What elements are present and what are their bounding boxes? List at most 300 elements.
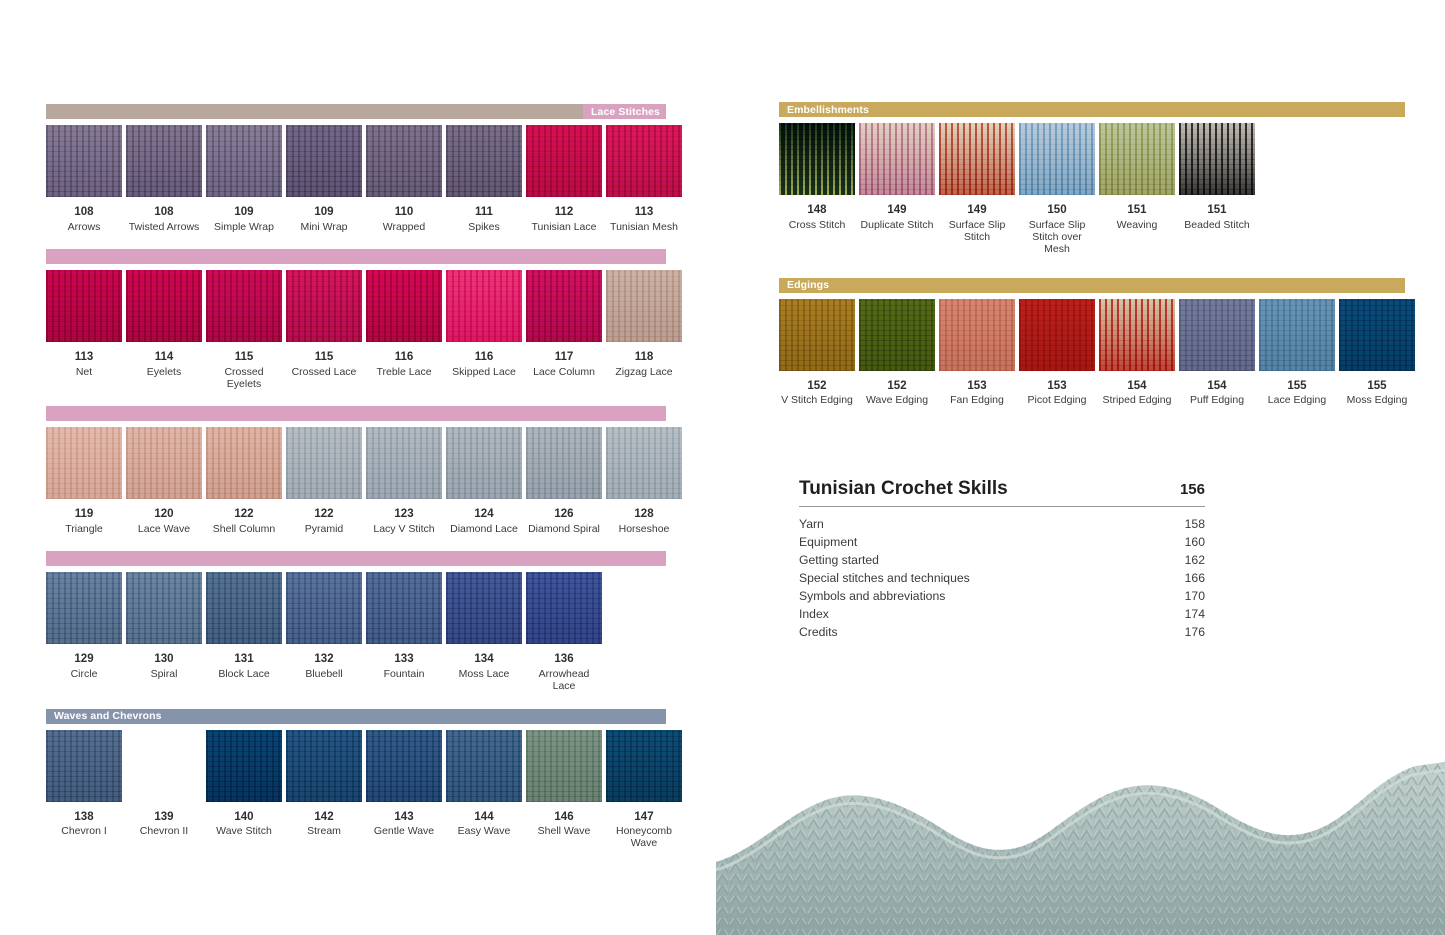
swatch-caption	[789, 204, 846, 231]
section-header-bar	[46, 551, 666, 566]
stitch-name: Tunisian Lace	[531, 220, 597, 233]
swatch-caption	[619, 508, 670, 535]
contents-item-page: 176	[1184, 625, 1205, 640]
swatch-cell[interactable]	[126, 730, 202, 850]
swatch-cell[interactable]	[286, 730, 362, 850]
swatch-caption	[459, 653, 510, 680]
stitch-name: Moss Edging	[1346, 394, 1408, 407]
stitch-name: Treble Lace	[376, 365, 432, 378]
stitch-swatch-image	[126, 270, 202, 342]
swatch-caption	[1190, 380, 1244, 407]
contents-list	[799, 515, 1205, 641]
swatch-caption	[950, 380, 1004, 407]
page-number: 138	[74, 810, 94, 823]
stitch-swatch-image	[46, 572, 122, 644]
header-bar-fill	[46, 104, 583, 119]
swatch-cell[interactable]	[366, 270, 442, 390]
page-number: 148	[807, 204, 827, 216]
swatch-caption	[214, 206, 274, 233]
stitch-name: Simple Wrap	[214, 220, 274, 233]
swatch-cell[interactable]	[1099, 123, 1175, 256]
page-number: 153	[967, 379, 987, 392]
swatch-caption	[610, 206, 678, 233]
swatch-cell[interactable]	[366, 427, 442, 535]
section-header-label: Embellishments	[787, 103, 869, 116]
stitch-name: Stream	[307, 825, 341, 838]
page-number: 126	[554, 508, 574, 521]
swatch-row	[779, 123, 1405, 256]
stitch-name: Striped Edging	[1102, 394, 1172, 407]
page-number: 144	[474, 810, 494, 823]
swatch-cell[interactable]	[46, 572, 122, 692]
stitch-swatch-image	[1019, 299, 1095, 371]
page-number: 155	[1287, 379, 1307, 392]
swatch-cell[interactable]	[1019, 299, 1095, 407]
swatch-cell[interactable]	[526, 572, 602, 692]
stitch-swatch-image	[446, 125, 522, 197]
swatch-cell[interactable]	[46, 125, 122, 233]
swatch-row	[46, 270, 673, 390]
page-number: 132	[314, 653, 334, 666]
swatch-cell[interactable]	[526, 270, 602, 390]
swatch-caption	[939, 204, 1015, 243]
section-header-label: Waves and Chevrons	[46, 709, 168, 724]
swatch-cell[interactable]	[366, 730, 442, 850]
stitch-swatch-image	[46, 125, 122, 197]
page-number: 154	[1127, 379, 1147, 392]
stitch-name: Picot Edging	[1027, 394, 1087, 407]
stitch-swatch-image	[1019, 123, 1095, 195]
page-number: 136	[554, 653, 574, 666]
stitch-name: Lace Wave	[137, 522, 191, 535]
swatch-caption	[606, 811, 682, 850]
stitch-name: Tunisian Mesh	[610, 220, 678, 233]
swatch-cell[interactable]	[126, 427, 202, 535]
contents-list-item[interactable]	[799, 533, 1205, 551]
stitch-swatch-image	[859, 123, 935, 195]
swatch-cell[interactable]	[606, 427, 682, 535]
stitch-name: Fan Edging	[950, 394, 1004, 407]
stitch-swatch-image	[286, 125, 362, 197]
stitch-swatch-image	[779, 299, 855, 371]
contents-title-page: 156	[1179, 481, 1205, 498]
stitch-name: Honeycomb Wave	[615, 825, 673, 850]
swatch-caption	[1268, 380, 1326, 407]
contents-list-item[interactable]	[799, 623, 1205, 641]
contents-list-item[interactable]	[799, 515, 1205, 533]
page-number: 119	[74, 508, 94, 521]
stitch-name: Pyramid	[304, 522, 344, 535]
swatch-cell[interactable]	[606, 125, 682, 233]
section-edgings	[779, 278, 1408, 407]
swatch-caption	[468, 206, 500, 233]
contents-title: Tunisian Crochet Skills	[799, 478, 1008, 499]
header-bar-fill	[875, 102, 1405, 117]
stitch-swatch-image	[206, 572, 282, 644]
page-number: 131	[234, 653, 254, 666]
section-waves-and-chevrons	[46, 709, 673, 850]
stitch-name: V Stitch Edging	[781, 394, 853, 407]
swatch-cell[interactable]	[286, 125, 362, 233]
stitch-name: Bluebell	[305, 667, 343, 680]
section-header-bar	[46, 249, 666, 264]
contents-item-label: Special stitches and techniques	[799, 571, 970, 586]
swatch-cell[interactable]	[526, 427, 602, 535]
stitch-name: Weaving	[1116, 218, 1158, 231]
stitch-swatch-image	[939, 123, 1015, 195]
stitch-name: Wrapped	[382, 220, 426, 233]
contents-section	[799, 478, 1205, 641]
swatch-cell[interactable]	[446, 125, 522, 233]
swatch-caption	[373, 508, 434, 535]
stitch-swatch-image	[46, 730, 122, 802]
swatch-caption	[147, 351, 181, 378]
stitch-name: Circle	[70, 667, 98, 680]
swatch-cell[interactable]	[206, 572, 282, 692]
stitch-swatch-image	[206, 730, 282, 802]
stitch-name: Lacy V Stitch	[373, 522, 435, 535]
stitch-swatch-image	[1339, 299, 1415, 371]
swatch-cell[interactable]	[446, 572, 522, 692]
page-number: 128	[634, 508, 654, 521]
section-header-bar	[46, 406, 666, 421]
stitch-name: Moss Lace	[458, 667, 510, 680]
section-header-waves-and-chevrons	[46, 709, 666, 724]
swatch-cell[interactable]	[446, 427, 522, 535]
page-number: 114	[154, 350, 174, 363]
stitch-swatch-image	[366, 125, 442, 197]
swatch-row	[46, 125, 678, 233]
stitch-name: Surface Slip Stitch	[948, 218, 1006, 243]
page-number: 143	[394, 810, 414, 823]
stitch-name: Wave Edging	[865, 394, 929, 407]
swatch-caption	[292, 351, 357, 378]
page-number: 129	[74, 653, 94, 666]
swatch-caption	[1103, 380, 1172, 407]
stitch-swatch-image	[526, 572, 602, 644]
stitch-swatch-image	[286, 270, 362, 342]
page-number: 110	[394, 206, 414, 218]
stitch-swatch-image	[1179, 299, 1255, 371]
stitch-swatch-image	[366, 427, 442, 499]
page-number: 115	[234, 350, 254, 363]
stitch-name: Net	[75, 365, 93, 378]
section-lace-stitches-4	[46, 551, 666, 692]
swatch-caption	[307, 811, 341, 838]
stitch-name: Arrowhead Lace	[538, 667, 590, 693]
stitch-swatch-image	[1259, 299, 1335, 371]
page-number: 122	[234, 508, 254, 521]
stitch-name: Cross Stitch	[788, 218, 846, 231]
contents-item-label: Getting started	[799, 553, 879, 568]
section-header-label: Edgings	[787, 279, 830, 292]
section-header-edgings	[779, 278, 1405, 293]
stitch-name: Eyelets	[146, 365, 182, 378]
swatch-caption	[450, 508, 518, 535]
swatch-caption	[383, 206, 425, 233]
swatch-cell[interactable]	[46, 730, 122, 850]
contents-list-item[interactable]	[799, 569, 1205, 587]
stitch-swatch-image	[286, 572, 362, 644]
page-number: 130	[154, 653, 174, 666]
swatch-cell[interactable]	[526, 125, 602, 233]
page-number: 152	[887, 379, 907, 392]
swatch-caption	[71, 653, 98, 680]
page-number: 108	[74, 206, 94, 218]
swatch-caption	[533, 351, 595, 378]
stitch-name: Fountain	[383, 667, 425, 680]
stitch-swatch-image	[46, 427, 122, 499]
swatch-caption	[300, 206, 347, 233]
swatch-cell[interactable]	[606, 730, 682, 850]
swatch-cell[interactable]	[126, 270, 202, 390]
page-number: 113	[74, 350, 94, 363]
swatch-caption	[1019, 204, 1095, 256]
section-lace-stitches-2	[46, 249, 673, 390]
page-number: 134	[474, 653, 494, 666]
swatch-cell[interactable]	[1179, 123, 1255, 256]
stitch-name: Arrows	[67, 220, 101, 233]
stitch-name: Skipped Lace	[452, 365, 516, 378]
blanket-texture	[716, 762, 1445, 935]
left-column	[46, 104, 678, 866]
swatch-cell[interactable]	[779, 123, 855, 256]
swatch-caption	[615, 351, 672, 378]
page-number: 151	[1207, 204, 1227, 216]
stitch-name: Diamond Lace	[450, 522, 518, 535]
swatch-caption	[1117, 204, 1158, 231]
contents-item-label: Yarn	[799, 517, 824, 531]
stitch-swatch-image	[606, 427, 682, 499]
swatch-cell[interactable]	[526, 730, 602, 850]
stitch-swatch-image	[206, 270, 282, 342]
section-lace-stitches-3	[46, 406, 670, 535]
stitch-swatch-image	[526, 730, 602, 802]
page-number: 112	[554, 206, 574, 218]
stitch-name: Wave Stitch	[216, 825, 272, 838]
swatch-cell[interactable]	[46, 270, 122, 390]
stitch-name: Spiral	[150, 667, 178, 680]
contents-item-page: 160	[1184, 535, 1205, 550]
swatch-caption	[218, 653, 269, 680]
swatch-cell[interactable]	[939, 299, 1015, 407]
stitch-swatch-image	[446, 572, 522, 644]
stitch-name: Surface Slip Stitch over Mesh	[1028, 218, 1086, 256]
page-number: 109	[234, 206, 254, 218]
stitch-name: Shell Column	[212, 522, 276, 535]
swatch-cell[interactable]	[126, 572, 202, 692]
swatch-cell[interactable]	[286, 427, 362, 535]
page-number: 155	[1367, 379, 1387, 392]
swatch-cell[interactable]	[1339, 299, 1415, 407]
swatch-cell[interactable]	[126, 125, 202, 233]
stitch-swatch-image	[206, 427, 282, 499]
contents-item-page: 170	[1184, 589, 1205, 604]
swatch-caption	[1184, 204, 1249, 231]
page-number: 151	[1127, 204, 1147, 216]
page-number: 116	[474, 350, 494, 363]
page-number: 109	[314, 206, 334, 218]
stitch-swatch-image	[606, 730, 682, 802]
swatch-caption	[140, 811, 188, 838]
stitch-swatch-image	[1099, 299, 1175, 371]
stitch-swatch-image	[526, 270, 602, 342]
swatch-caption	[866, 380, 928, 407]
page-number: 140	[234, 810, 254, 823]
stitch-name: Duplicate Stitch	[860, 218, 934, 231]
stitch-name: Horseshoe	[618, 522, 670, 535]
swatch-cell[interactable]	[366, 572, 442, 692]
stitch-swatch-image	[366, 572, 442, 644]
contents-list-item[interactable]	[799, 605, 1205, 623]
swatch-caption	[1028, 380, 1087, 407]
page-number: 152	[807, 379, 827, 392]
contents-title-row	[799, 478, 1205, 507]
stitch-name: Crossed Eyelets	[224, 365, 264, 390]
swatch-cell[interactable]	[1019, 123, 1095, 256]
page-number: 124	[474, 508, 494, 521]
swatch-cell[interactable]	[859, 299, 935, 407]
page-number: 150	[1047, 204, 1067, 216]
swatch-cell[interactable]	[1259, 299, 1335, 407]
swatch-caption	[374, 811, 434, 838]
stitch-swatch-image	[779, 123, 855, 195]
swatch-caption	[216, 811, 272, 838]
contents-item-label: Symbols and abbreviations	[799, 589, 946, 604]
stitch-swatch-image	[126, 572, 202, 644]
page-number: 108	[154, 206, 174, 218]
swatch-cell[interactable]	[1099, 299, 1175, 407]
swatch-row	[46, 730, 673, 850]
page-number: 147	[634, 810, 654, 823]
stitch-swatch-image	[366, 270, 442, 342]
section-header-lace-stitches	[46, 104, 666, 119]
swatch-caption	[861, 204, 934, 231]
stitch-name: Lace Column	[533, 365, 595, 378]
swatch-cell[interactable]	[446, 730, 522, 850]
contents-item-label: Index	[799, 607, 829, 622]
stitch-swatch-image	[46, 270, 122, 342]
swatch-cell[interactable]	[606, 270, 682, 390]
section-embellishments	[779, 102, 1405, 256]
stitch-name: Diamond Spiral	[528, 522, 600, 535]
contents-list-item[interactable]	[799, 587, 1205, 605]
stitch-swatch-image	[126, 427, 202, 499]
blanket-illustration	[716, 742, 1445, 935]
swatch-caption	[206, 351, 282, 390]
page-number: 133	[394, 653, 414, 666]
section-header-embellishments	[779, 102, 1405, 117]
swatch-caption	[305, 508, 344, 535]
swatch-caption	[458, 811, 511, 838]
stitch-swatch-image	[1179, 123, 1255, 195]
page-number: 149	[887, 204, 907, 216]
swatch-cell[interactable]	[46, 427, 122, 535]
header-bar-fill	[835, 278, 1405, 293]
swatch-cell[interactable]	[206, 270, 282, 390]
swatch-cell[interactable]	[779, 299, 855, 407]
stitch-name: Shell Wave	[537, 825, 591, 838]
swatch-cell[interactable]	[286, 572, 362, 692]
stitch-name: Easy Wave	[457, 825, 511, 838]
page-number: 117	[554, 350, 574, 363]
contents-item-label: Credits	[799, 625, 838, 640]
swatch-caption	[138, 508, 190, 535]
stitch-swatch-image	[206, 125, 282, 197]
stitch-swatch-image	[939, 299, 1015, 371]
contents-item-page: 166	[1184, 571, 1205, 586]
swatch-caption	[384, 653, 425, 680]
page-number: 122	[314, 508, 334, 521]
stitch-swatch-image	[606, 125, 682, 197]
contents-item-label: Equipment	[799, 535, 858, 550]
swatch-cell[interactable]	[939, 123, 1015, 256]
swatch-cell[interactable]	[859, 123, 935, 256]
stitch-swatch-image	[446, 730, 522, 802]
swatch-cell[interactable]	[1179, 299, 1255, 407]
page-number: 139	[154, 810, 174, 823]
stitch-swatch-image	[526, 427, 602, 499]
stitch-name: Beaded Stitch	[1184, 218, 1250, 231]
stitch-name: Gentle Wave	[373, 825, 435, 838]
contents-list-item[interactable]	[799, 551, 1205, 569]
swatch-caption	[75, 351, 94, 378]
swatch-caption	[376, 351, 431, 378]
page-number: 113	[634, 206, 654, 218]
stitch-name: Crossed Lace	[291, 365, 357, 378]
page-number: 146	[554, 810, 574, 823]
stitch-swatch-image	[446, 427, 522, 499]
swatch-cell[interactable]	[206, 427, 282, 535]
page-number: 118	[634, 350, 654, 363]
stitch-name: Mini Wrap	[300, 220, 348, 233]
swatch-caption	[528, 508, 600, 535]
swatch-cell[interactable]	[286, 270, 362, 390]
crochet-blanket-photo	[716, 742, 1445, 935]
section-lace-stitches	[46, 104, 678, 233]
swatch-caption	[65, 508, 103, 535]
stitch-swatch-image	[126, 730, 202, 802]
page-number: 149	[967, 204, 987, 216]
stitch-swatch-image	[286, 427, 362, 499]
stitch-swatch-image	[606, 270, 682, 342]
stitch-swatch-image	[446, 270, 522, 342]
page-number: 153	[1047, 379, 1067, 392]
swatch-cell[interactable]	[206, 730, 282, 850]
page-number: 116	[394, 350, 414, 363]
swatch-caption	[526, 653, 602, 692]
swatch-caption	[452, 351, 516, 378]
page-number: 123	[394, 508, 414, 521]
swatch-cell[interactable]	[206, 125, 282, 233]
swatch-cell[interactable]	[446, 270, 522, 390]
stitch-name: Triangle	[65, 522, 103, 535]
swatch-row	[779, 299, 1408, 407]
swatch-cell[interactable]	[366, 125, 442, 233]
contents-item-page: 162	[1184, 553, 1205, 568]
swatch-row	[46, 427, 670, 535]
page-number: 115	[314, 350, 334, 363]
stitch-name: Chevron I	[61, 825, 107, 838]
stitch-name: Puff Edging	[1189, 394, 1245, 407]
page-number: 142	[314, 810, 334, 823]
stitch-name: Chevron II	[139, 825, 189, 838]
stitch-name: Spikes	[468, 220, 500, 233]
stitch-name: Lace Edging	[1267, 394, 1327, 407]
stitch-swatch-image	[1099, 123, 1175, 195]
swatch-caption	[532, 206, 597, 233]
swatch-caption	[1347, 380, 1408, 407]
